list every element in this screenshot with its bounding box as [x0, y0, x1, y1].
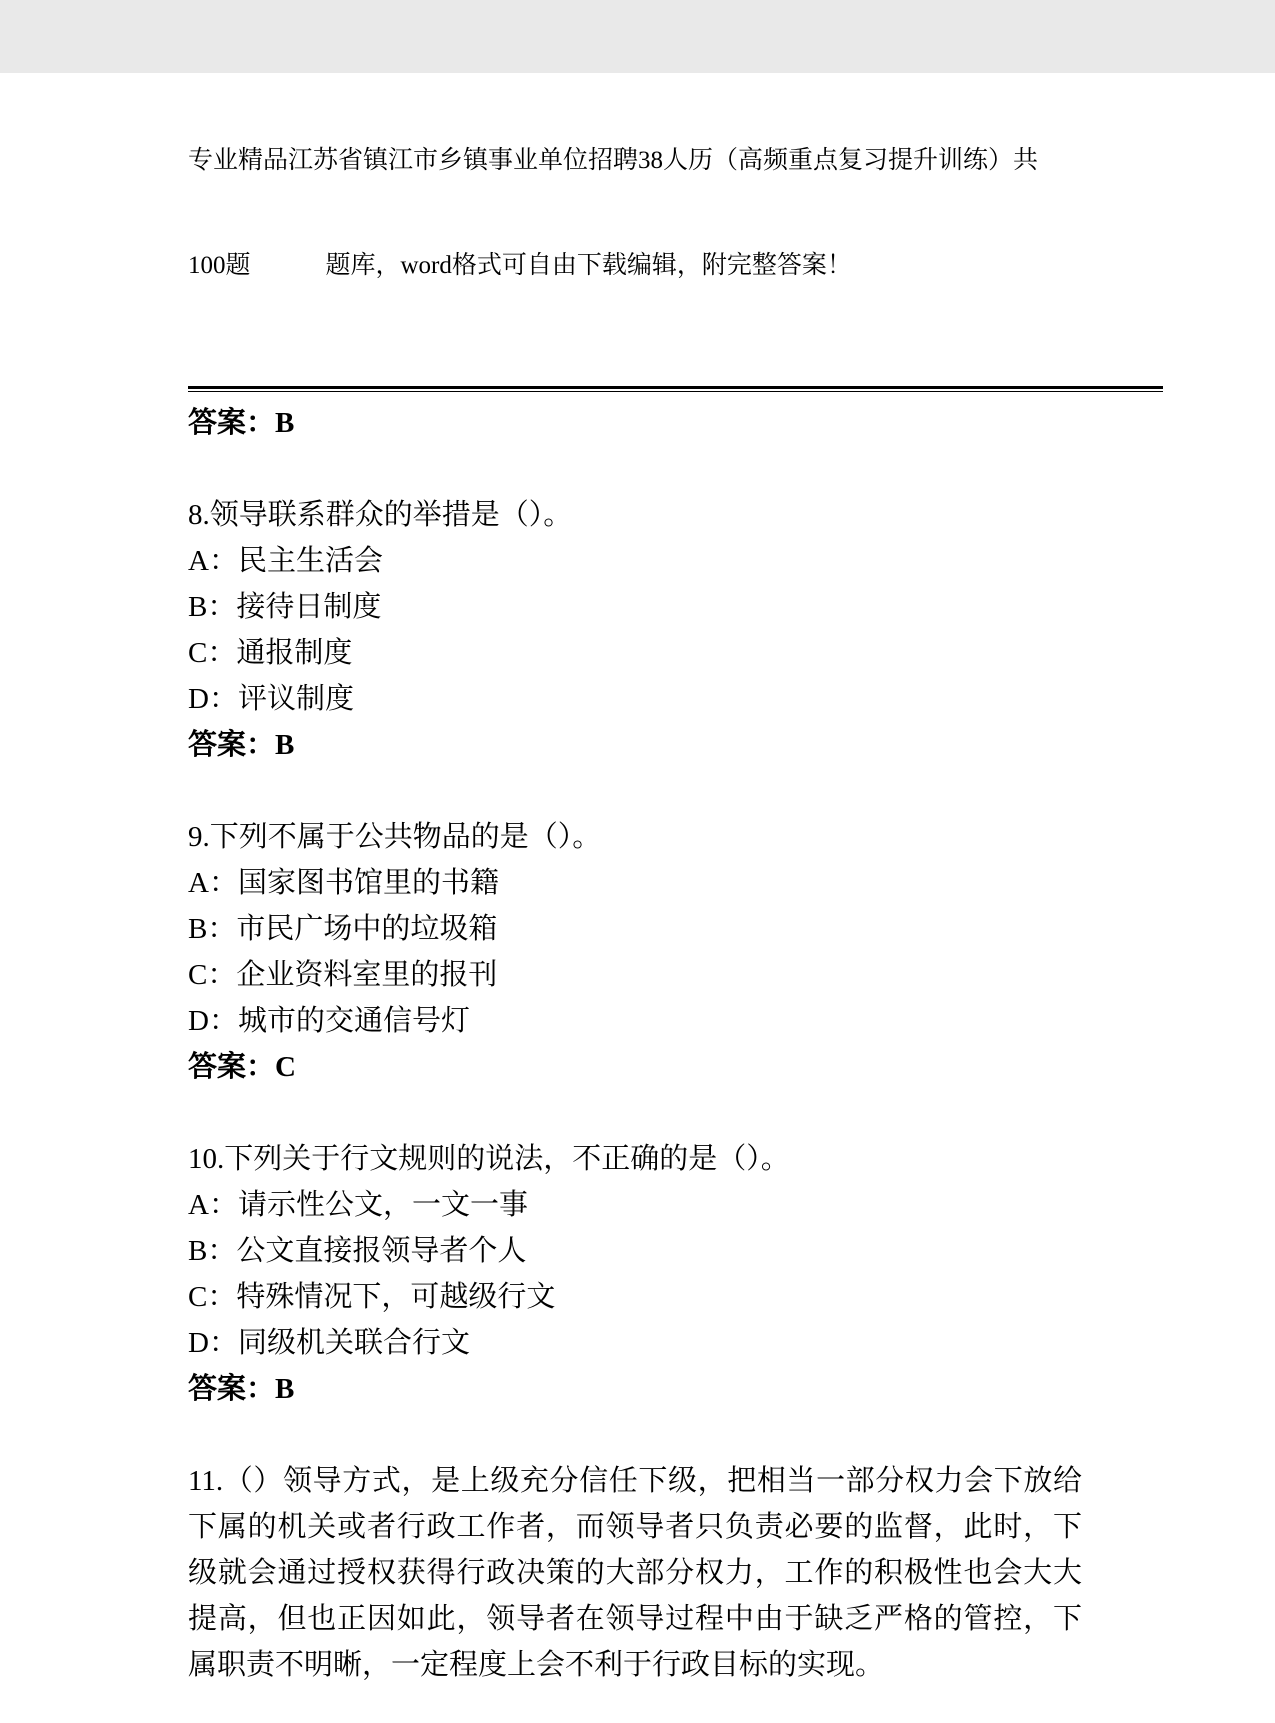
question-block-9	[188, 814, 1082, 1090]
question-title: 10.下列关于行文规则的说法，不正确的是（）。	[188, 1143, 790, 1175]
question-paragraph-line: 级就会通过授权获得行政决策的大部分权力，工作的积极性也会大大	[188, 1557, 1082, 1589]
question-option: B：接待日制度	[188, 591, 382, 623]
question-title: 9.下列不属于公共物品的是（）。	[188, 821, 602, 853]
question-option: C：特殊情况下，可越级行文	[188, 1281, 556, 1313]
question-option: A：请示性公文，一文一事	[188, 1189, 528, 1221]
question-option: D：城市的交通信号灯	[188, 1005, 470, 1037]
question-option: C：企业资料室里的报刊	[188, 959, 498, 991]
document-page	[0, 73, 1275, 1723]
header-line-2: 100题 题库，word格式可自由下载编辑，附完整答案！	[188, 252, 852, 279]
answer-line: 答案：B	[188, 407, 295, 439]
question-paragraph-line: 提高，但也正因如此，领导者在领导过程中由于缺乏严格的管控，下	[188, 1603, 1082, 1635]
answer-line: 答案：B	[188, 1373, 295, 1405]
question-paragraph-line: 11.（）领导方式，是上级充分信任下级，把相当一部分权力会下放给	[188, 1465, 1082, 1497]
question-option: C：通报制度	[188, 637, 353, 669]
question-option: B：公文直接报领导者个人	[188, 1235, 527, 1267]
question-option: D：同级机关联合行文	[188, 1327, 470, 1359]
header-line-1: 专业精品江苏省镇江市乡镇事业单位招聘38人历（高频重点复习提升训练）共	[188, 147, 1039, 174]
answer-line: 答案：B	[188, 729, 295, 761]
question-option: A：民主生活会	[188, 545, 383, 577]
question-option: B：市民广场中的垃圾箱	[188, 913, 498, 945]
question-option: A：国家图书馆里的书籍	[188, 867, 499, 899]
question-block-10	[188, 1136, 1082, 1412]
question-option: D：评议制度	[188, 683, 354, 715]
question-block-11	[188, 1458, 1082, 1688]
header-divider	[188, 386, 1163, 392]
question-title: 8.领导联系群众的举措是（）。	[188, 499, 573, 531]
question-paragraph-line: 属职责不明晰，一定程度上会不利于行政目标的实现。	[188, 1649, 885, 1681]
answer-line: 答案：C	[188, 1051, 296, 1083]
question-paragraph-line: 下属的机关或者行政工作者，而领导者只负责必要的监督，此时，下	[188, 1511, 1082, 1543]
question-block-8	[188, 492, 1082, 768]
document-header	[188, 73, 1163, 353]
document-body	[188, 400, 1082, 1688]
